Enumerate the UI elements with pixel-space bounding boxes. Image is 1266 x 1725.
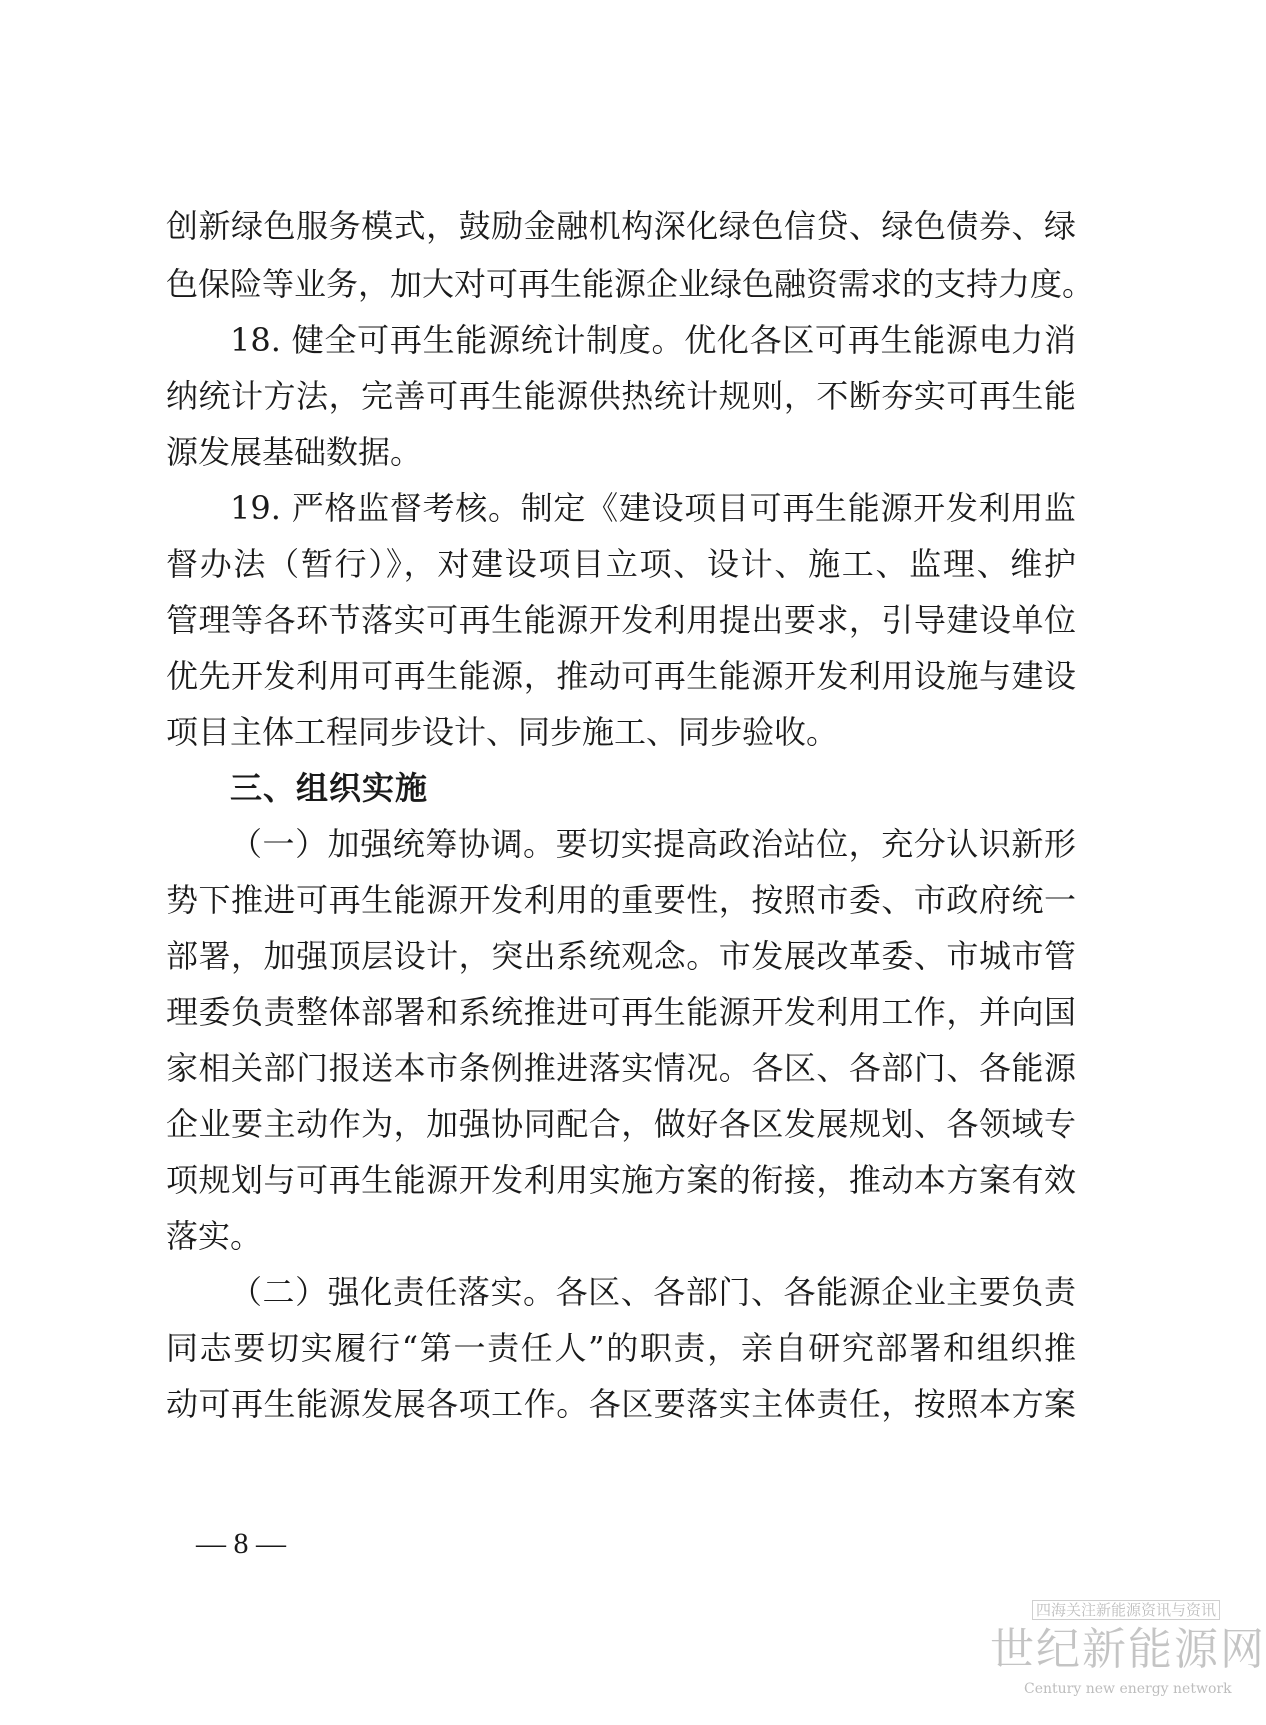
para-1-line-2: 势下推进可再生能源开发利用的重要性，按照市委、市政府统一 (166, 881, 1076, 919)
item-18-line-1: 18. 健全可再生能源统计制度。优化各区可再生能源电力消 (230, 321, 1076, 359)
item-19-line-4: 优先开发利用可再生能源，推动可再生能源开发利用设施与建设 (166, 657, 1076, 695)
para-1-line-6: 企业要主动作为，加强协同配合，做好各区发展规划、各领域专 (166, 1105, 1076, 1143)
para-2-line-1: （二）强化责任落实。各区、各部门、各能源企业主要负责 (230, 1273, 1076, 1311)
item-19-line-2: 督办法（暂行）》，对建设项目立项、设计、施工、监理、维护 (166, 545, 1076, 583)
watermark-top-text: 四海关注新能源资讯与资讯 (1032, 1600, 1220, 1620)
page-number: — 8 — (196, 1527, 286, 1560)
para-1-line-1: （一）加强统筹协调。要切实提高政治站位，充分认识新形 (230, 825, 1076, 863)
para-1-line-5: 家相关部门报送本市条例推进落实情况。各区、各部门、各能源 (166, 1049, 1076, 1087)
body-line-2: 色保险等业务，加大对可再生能源企业绿色融资需求的支持力度。 (166, 265, 1095, 303)
section-heading: 三、组织实施 (230, 769, 429, 807)
para-2-line-3: 动可再生能源发展各项工作。各区要落实主体责任，按照本方案 (166, 1385, 1076, 1423)
item-19-line-5: 项目主体工程同步设计、同步施工、同步验收。 (166, 713, 839, 751)
para-1-line-4: 理委负责整体部署和系统推进可再生能源开发利用工作，并向国 (166, 993, 1076, 1031)
item-18-line-3: 源发展基础数据。 (166, 433, 423, 471)
para-1-line-3: 部署，加强顶层设计，突出系统观念。市发展改革委、市城市管 (166, 937, 1076, 975)
item-19-line-3: 管理等各环节落实可再生能源开发利用提出要求，引导建设单位 (166, 601, 1076, 639)
item-19-line-1: 19. 严格监督考核。制定《建设项目可再生能源开发利用监 (230, 489, 1076, 527)
para-2-line-2: 同志要切实履行“第一责任人”的职责，亲自研究部署和组织推 (166, 1329, 1076, 1367)
watermark-main-text: 世纪新能源网 (990, 1624, 1266, 1675)
watermark-sub-text: Century new energy network (1024, 1681, 1232, 1697)
item-18-line-2: 纳统计方法，完善可再生能源供热统计规则，不断夯实可再生能 (166, 377, 1076, 415)
para-1-line-7: 项规划与可再生能源开发利用实施方案的衔接，推动本方案有效 (166, 1161, 1076, 1199)
watermark-logo (990, 1600, 1266, 1715)
body-line-1: 创新绿色服务模式，鼓励金融机构深化绿色信贷、绿色债券、绿 (166, 207, 1076, 245)
para-1-line-8: 落实。 (166, 1217, 263, 1255)
